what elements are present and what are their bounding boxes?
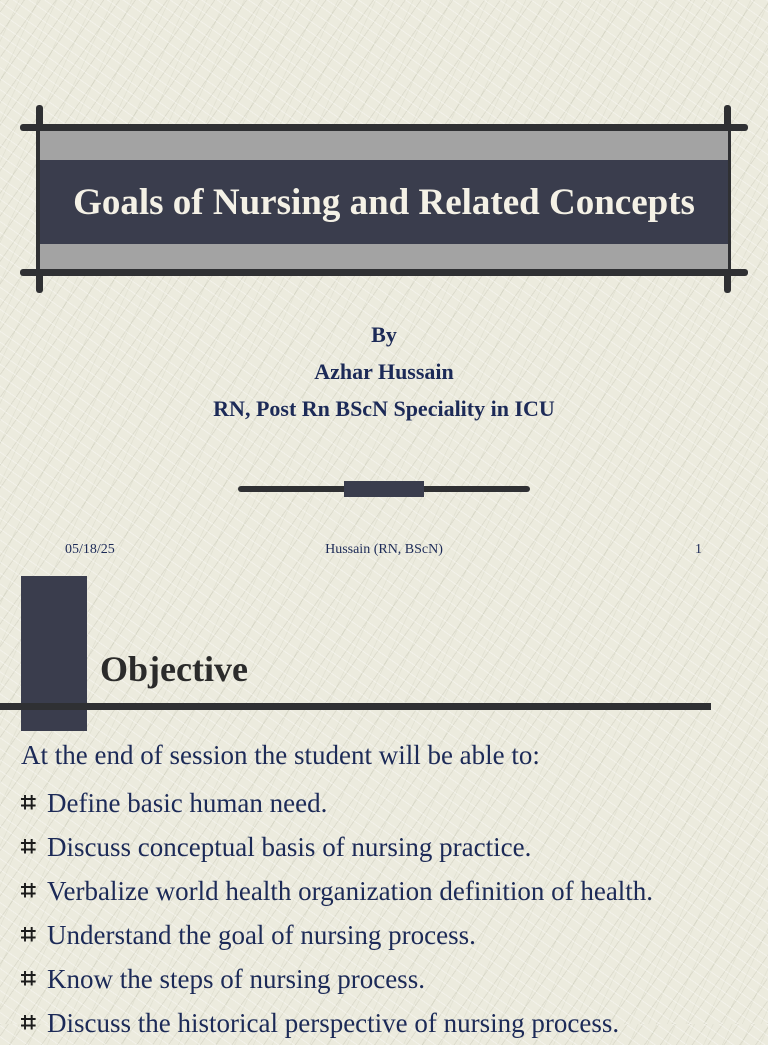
footer-author: Hussain (RN, BScN) [325,542,443,557]
objective-list [21,781,653,1045]
hash-bullet-icon: ⌗ [21,1008,36,1038]
author-name: Azhar Hussain [314,359,454,384]
list-item [21,1001,653,1045]
title-box [40,160,728,244]
slide-title: Goals of Nursing and Related Concepts [73,181,695,223]
list-item [21,825,653,869]
frame-bottom-rule [20,269,748,276]
list-item-text: Understand the goal of nursing process. [47,920,476,950]
footer-page-number: 1 [695,542,702,557]
by-label: By [371,322,397,347]
list-item [21,781,653,825]
divider-block [344,481,424,497]
list-item-text: Know the steps of nursing process. [47,964,425,994]
hash-bullet-icon: ⌗ [21,964,36,994]
list-item-text: Discuss conceptual basis of nursing practice. [47,832,532,862]
frame-top-rule [20,124,748,131]
objective-rule [0,703,711,710]
list-item-text: Define basic human need. [47,788,328,818]
list-item [21,869,653,913]
list-item-text: Verbalize world health organization definition of health. [47,876,654,906]
hash-bullet-icon: ⌗ [21,920,36,950]
title-grey-band-top [40,131,728,160]
list-item-text: Discuss the historical perspective of nursing process. [47,1008,620,1038]
author-credentials: RN, Post Rn BScN Speciality in ICU [213,396,555,421]
objective-title: Objective [100,649,248,689]
list-item [21,913,653,957]
title-grey-band-bottom [40,244,728,269]
hash-bullet-icon: ⌗ [21,788,36,818]
hash-bullet-icon: ⌗ [21,832,36,862]
footer-date: 05/18/25 [65,542,115,557]
objective-lead: At the end of session the student will be able to: [21,740,540,770]
list-item [21,957,653,1001]
hash-bullet-icon: ⌗ [21,876,36,906]
